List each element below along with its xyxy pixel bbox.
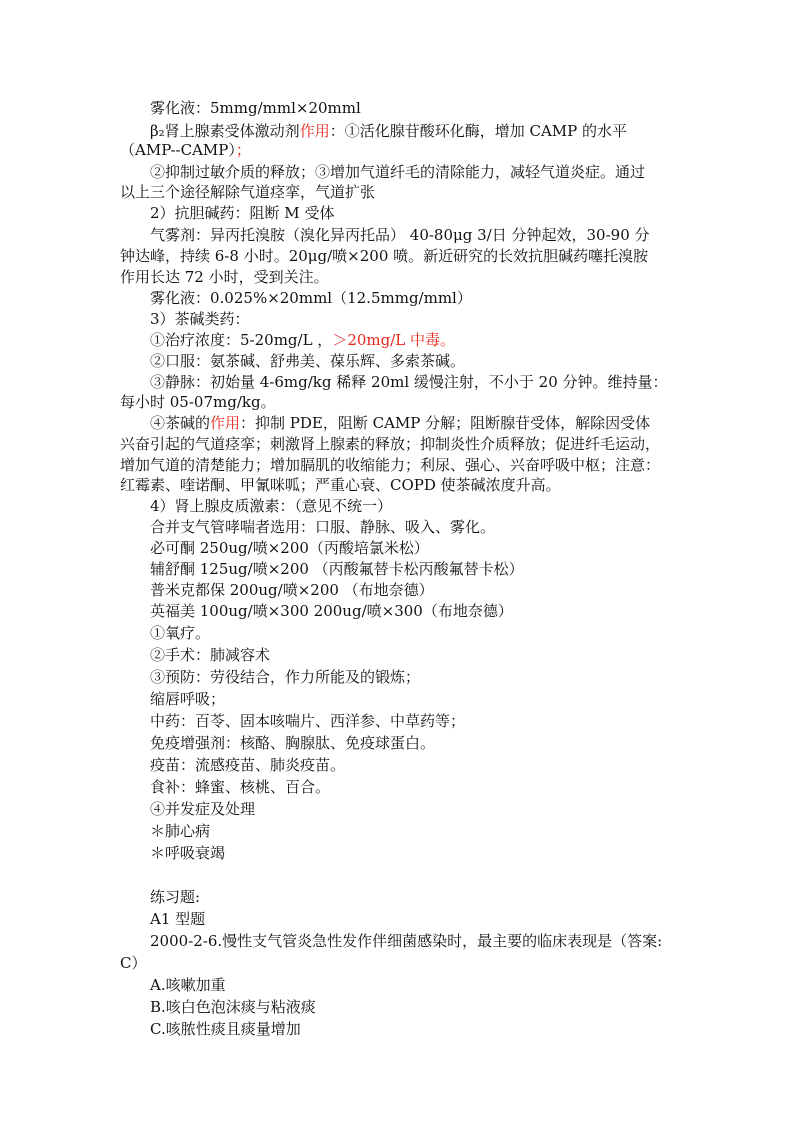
text-line [150,330,455,350]
text-span: ：①活化腺苷酸环化酶，增加 CAMP 的水平 [329,122,628,140]
text-line: 普米克都保 200ug/喷×200 （布地奈德） [150,581,434,599]
text-line: 雾化液：5mmg/mml×20mml [150,99,361,117]
text-line [150,121,627,141]
text-line: ③静脉：初始量 4-6mg/kg 稀释 20ml 缓慢注射，不小于 20 分钟。维持量： [150,373,668,391]
text-line: 疫苗：流感疫苗、肺炎疫苗。 [150,756,346,774]
text-line: 红霉素、喹诺酮、甲氰咪呱；严重心衰、COPD 使茶碱浓度升高。 [120,476,561,494]
text-line: ＊呼吸衰竭 [150,844,226,862]
text-line: 辅舒酮 125ug/喷×200 （丙酸氟替卡松丙酸氟替卡松） [150,560,524,578]
text-line: ③预防：劳役结合，作力所能及的锻炼； [150,668,421,686]
text-line: A.咳嗽加重 [150,976,226,994]
text-span: ①治疗浓度：5-20mg/L ， [150,331,333,349]
text-line: 每小时 05-07mg/kg。 [120,393,276,411]
text-line: 合并支气管哮喘者选用：口服、静脉、吸入、雾化。 [150,518,496,536]
text-line: 练习题: [150,888,201,906]
text-span: （AMP--CAMP） [120,141,236,159]
text-line: 4）肾上腺皮质激素：（意见不统一） [150,497,393,515]
text-line: 2000-2-6.慢性支气管炎急性发作伴细菌感染时，最主要的临床表现是（答案: [150,932,663,950]
text-line: C.咳脓性痰且痰量增加 [150,1020,301,1038]
text-line: 3）茶碱类药： [150,310,250,328]
text-line: 作用长达 72 小时，受到关注。 [120,268,329,286]
text-line: 中药：百苓、固本咳喘片、西洋参、中草药等； [150,712,466,730]
text-line: ②手术：肺减容术 [150,646,271,664]
text-line: ②抑制过敏介质的释放；③增加气道纤毛的清除能力，减轻气道炎症。通过 [150,163,646,181]
text-line: ①氧疗。 [150,624,211,642]
text-line: 兴奋引起的气道痉挛；刺激肾上腺素的释放；抑制炎性介质释放；促进纤毛运动， [120,435,661,453]
text-line: 必可酮 250ug/喷×200（丙酸培氯米松） [150,539,429,557]
text-line: 以上三个途径解除气道痉挛，气道扩张 [120,183,376,201]
text-line: 食补：蜂蜜、核桃、百合。 [150,778,331,796]
text-line: C） [120,954,147,972]
text-line: 雾化液：0.025%×20mml（12.5mmg/mml） [150,289,472,307]
text-span: ：抑制 PDE，阻断 CAMP 分解；阻断腺苷受体，解除因受体 [240,414,651,432]
text-line: 免疫增强剂：核酪、胸腺肽、免疫球蛋白。 [150,734,436,752]
text-line: 2）抗胆碱药：阻断 M 受体 [150,204,335,222]
highlight-text: ； [235,141,251,159]
text-line: 钟达峰，持续 6-8 小时。20μg/喷×200 喷。新近研究的长效抗胆碱药噻托溴胺 [120,247,649,265]
text-line [120,140,251,160]
text-span: ④茶碱的 [150,414,211,432]
text-line: B.咳白色泡沫痰与粘液痰 [150,998,316,1016]
text-line [150,413,650,433]
text-line: ④并发症及处理 [150,800,256,818]
text-span: β₂肾上腺素受体激动剂 [150,122,300,140]
text-line: 气雾剂：异丙托溴胺（溴化异丙托品） 40-80μg 3/日 分钟起效，30-90 分 [150,226,650,244]
highlight-text: ＞20mg/L 中毒。 [332,331,456,349]
highlight-text: 作用 [210,414,241,432]
text-line: ＊肺心病 [150,822,211,840]
text-line: ②口服：氨茶碱、舒弗美、葆乐辉、多索茶碱。 [150,352,466,370]
text-line: 增加气道的清楚能力；增加膈肌的收缩能力；利尿、强心、兴奋呼吸中枢；注意： [120,456,661,474]
highlight-text: 作用 [299,122,330,140]
text-line: 缩唇呼吸； [150,690,226,708]
text-line: A1 型题 [150,910,206,928]
text-line: 英福美 100ug/喷×300 200ug/喷×300（布地奈德） [150,602,513,620]
